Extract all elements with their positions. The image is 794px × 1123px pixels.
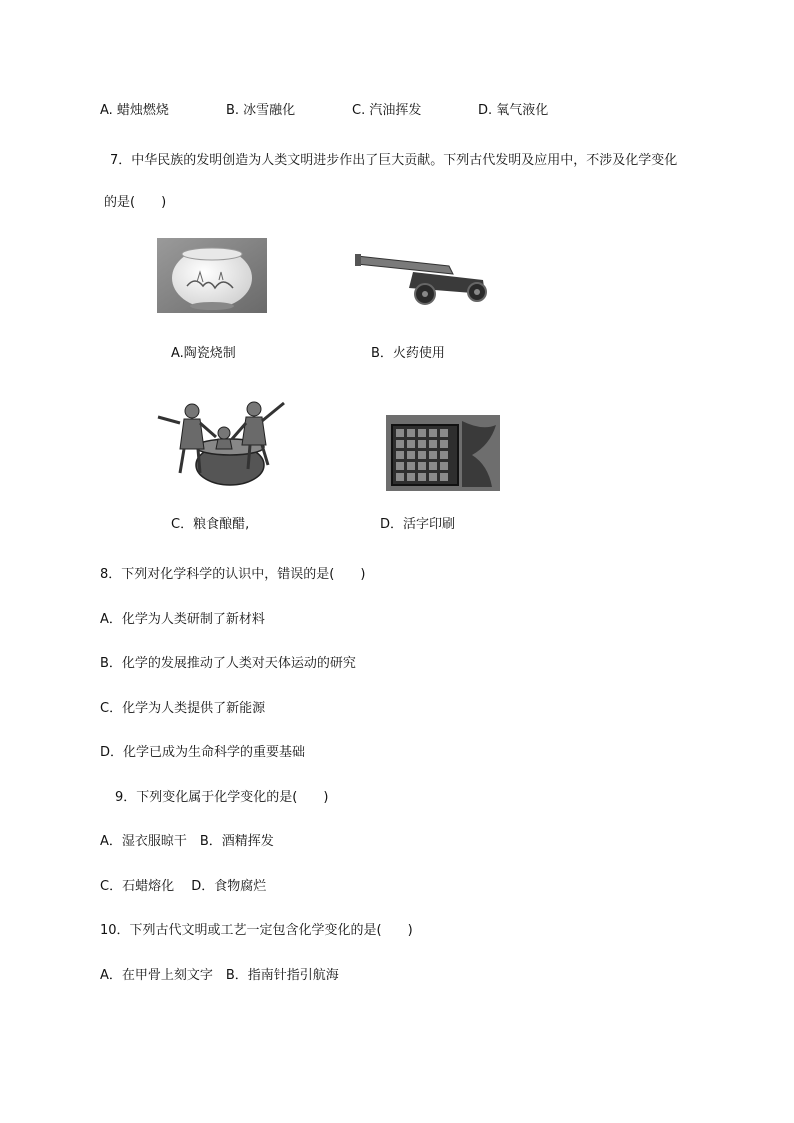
q7-question-line1: 7．中华民族的发明创造为人类文明进步作出了巨大贡献。下列古代发明及应用中，不涉及化学变化: [110, 153, 678, 168]
q9-options-row2: C．石蜡熔化 D．食物腐烂: [100, 879, 267, 894]
q6-option-d: D. 氧气液化: [478, 103, 549, 118]
q10-question: 10．下列古代文明或工艺一定包含化学变化的是( ): [100, 923, 413, 938]
q8-question: 8．下列对化学科学的认识中，错误的是( ): [100, 567, 366, 582]
q9-options-row1: A．湿衣服晾干 B．酒精挥发: [100, 834, 274, 849]
porcelain-bowl-image: [157, 238, 267, 313]
q9-question: 9．下列变化属于化学变化的是( ): [115, 790, 329, 805]
q6-option-c: C. 汽油挥发: [352, 103, 422, 118]
q7-caption-a: A.陶瓷烧制: [171, 346, 236, 361]
q7-caption-c: C．粮食酿醋,: [171, 517, 250, 532]
q8-option-d: D．化学已成为生命科学的重要基础: [100, 745, 306, 760]
q6-option-a: A. 蜡烛燃烧: [100, 103, 169, 118]
q8-option-b: B．化学的发展推动了人类对天体运动的研究: [100, 656, 356, 671]
q8-option-a: A．化学为人类研制了新材料: [100, 612, 265, 627]
q8-option-c: C．化学为人类提供了新能源: [100, 701, 266, 716]
q6-option-b: B. 冰雪融化: [226, 103, 296, 118]
q10-options-row1: A．在甲骨上刻文字 B．指南针指引航海: [100, 968, 339, 983]
movable-type-image: [386, 415, 500, 491]
q7-caption-b: B．火药使用: [371, 346, 445, 361]
q7-question-line2: 的是( ): [104, 195, 167, 210]
q7-caption-d: D．活字印刷: [380, 517, 456, 532]
cannon-image: [353, 244, 493, 306]
vinegar-brewing-image: [150, 393, 290, 488]
